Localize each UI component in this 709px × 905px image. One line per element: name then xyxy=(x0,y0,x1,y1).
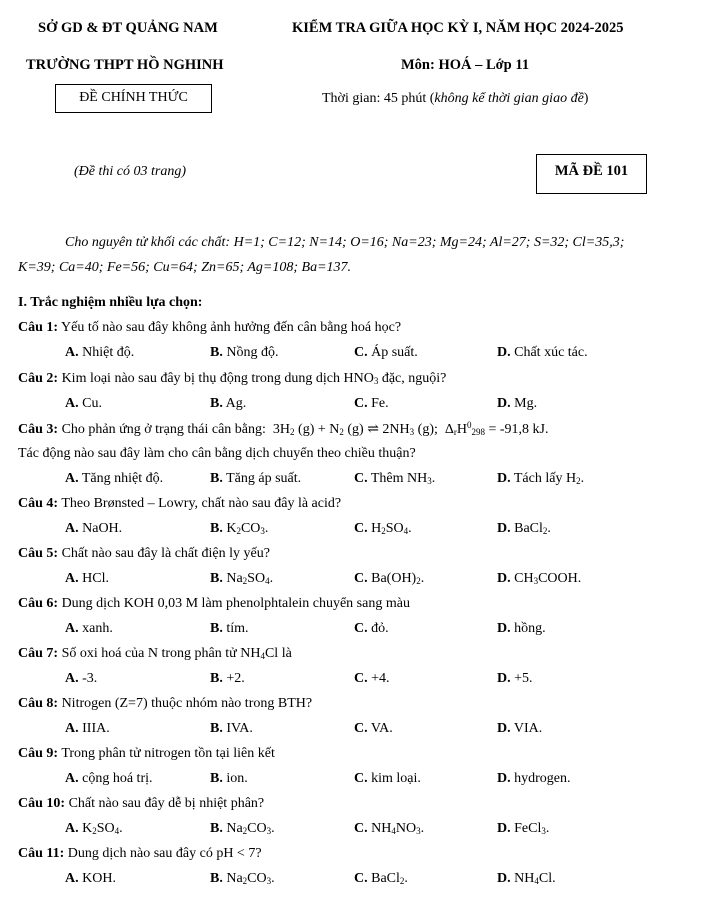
q9-option-d: D. hydrogen. xyxy=(497,771,571,786)
atomic-masses-line1: Cho nguyên tử khối các chất: H=1; C=12; N=14; O=16; Na=23; Mg=24; Al=27; S=32; Cl=35,3; xyxy=(65,235,625,250)
q3-option-d: D. Tách lấy $H_2$. xyxy=(497,471,585,486)
question-1: Câu 1: Yếu tố nào sau đây không ảnh hưởng đến cân bằng hoá học? xyxy=(18,320,402,335)
q8-option-d: D. VIA. xyxy=(497,721,543,736)
q1-option-c: C. Áp suất. xyxy=(354,345,418,360)
q11-option-a: A. KOH. xyxy=(65,871,116,886)
q7-option-c: C. +4. xyxy=(354,671,390,686)
question-9: Câu 9: Trong phân tử nitrogen tồn tại liên kết xyxy=(18,746,275,761)
q3-option-c: C. Thêm $NH_3$. xyxy=(354,471,436,486)
q2-option-b: B. Ag. xyxy=(210,396,247,411)
question-3-line2: Tác động nào sau đây làm cho cân bằng dịch chuyển theo chiều thuận? xyxy=(18,446,416,461)
q6-option-d: D. hồng. xyxy=(497,621,546,636)
q3-option-b: B. Tăng áp suất. xyxy=(210,471,302,486)
question-6: Câu 6: Dung dịch KOH 0,03 M làm phenolphtalein chuyển sang màu xyxy=(18,596,410,611)
q2-option-d: D. Mg. xyxy=(497,396,538,411)
school-name: TRƯỜNG THPT HỒ NGHINH xyxy=(26,57,224,73)
time-limit: Thời gian: 45 phút (không kể thời gian giao đề) xyxy=(322,91,589,106)
exam-code-box xyxy=(536,154,647,194)
question-8: Câu 8: Nitrogen (Z=7) thuộc nhóm nào trong BTH? xyxy=(18,696,313,711)
q1-option-b: B. Nồng độ. xyxy=(210,345,279,360)
q10-option-c: C. $NH_4NO_3$. xyxy=(354,821,425,836)
q1-option-a: A. Nhiệt độ. xyxy=(65,345,135,360)
exam-code: MÃ ĐỀ 101 xyxy=(554,163,629,179)
pages-note: (Đề thi có 03 trang) xyxy=(74,164,186,179)
q9-option-c: C. kim loại. xyxy=(354,771,421,786)
q7-option-d: D. +5. xyxy=(497,671,533,686)
question-7: Câu 7: Số oxi hoá của N trong phân tử $NH_4Cl$ là xyxy=(18,646,292,661)
subject-label: Môn: HOÁ – Lớp 11 xyxy=(401,57,530,73)
q2-option-a: A. Cu. xyxy=(65,396,102,411)
q11-option-d: D. $NH_4Cl$. xyxy=(497,871,556,886)
q5-option-a: A. HCl. xyxy=(65,571,109,586)
q10-option-b: B. $Na_2CO_3$. xyxy=(210,821,275,836)
q5-option-d: D. $CH_3COOH$. xyxy=(497,571,582,586)
question-10: Câu 10: Chất nào sau đây dễ bị nhiệt phân? xyxy=(18,796,265,811)
q9-option-b: B. ion. xyxy=(210,771,248,786)
q9-option-a: A. cộng hoá trị. xyxy=(65,771,153,786)
official-label: ĐỀ CHÍNH THỨC xyxy=(79,90,188,105)
q7-option-b: B. +2. xyxy=(210,671,245,686)
q3-option-a: A. Tăng nhiệt độ. xyxy=(65,471,164,486)
exam-title: KIỂM TRA GIỮA HỌC KỲ I, NĂM HỌC 2024-2025 xyxy=(292,20,624,36)
q1-option-d: D. Chất xúc tác. xyxy=(497,345,588,360)
q11-option-c: C. BaCl$_2$. xyxy=(354,871,408,886)
q5-option-c: C. $Ba(OH)_2$. xyxy=(354,571,425,586)
q4-option-c: C. $H_2SO_4$. xyxy=(354,521,412,536)
q8-option-a: A. IIIA. xyxy=(65,721,110,736)
q2-option-c: C. Fe. xyxy=(354,396,389,411)
q8-option-b: B. IVA. xyxy=(210,721,253,736)
question-5: Câu 5: Chất nào sau đây là chất điện ly yếu? xyxy=(18,546,270,561)
q4-option-a: A. NaOH. xyxy=(65,521,123,536)
question-11: Câu 11: Dung dịch nào sau đây có pH < 7? xyxy=(18,846,262,861)
q6-option-c: C. đỏ. xyxy=(354,621,389,636)
q4-option-d: D. BaCl$_2$. xyxy=(497,521,551,536)
question-3: Câu 3: Cho phản ứng ở trạng thái cân bằng: $3H_2$ $(g) + N_2$ (g) ⇌ $2NH_3$ (g); $\Delta_rH^0_{298} = -91,8$ kJ. xyxy=(18,420,549,437)
section-title: I. Trắc nghiệm nhiều lựa chọn: xyxy=(18,295,203,310)
q5-option-b: B. $Na_2SO_4$. xyxy=(210,571,274,586)
q4-option-b: B. $K_2CO_3$. xyxy=(210,521,269,536)
question-2: Câu 2: Kim loại nào sau đây bị thụ động trong dung dịch $HNO_3$ đặc, nguội? xyxy=(18,371,447,386)
q10-option-a: A. $K_2SO_4$. xyxy=(65,821,123,836)
official-box xyxy=(55,84,212,113)
q8-option-c: C. VA. xyxy=(354,721,393,736)
atomic-masses-line2: K=39; Ca=40; Fe=56; Cu=64; Zn=65; Ag=108; Ba=137. xyxy=(18,260,352,275)
equilibrium-equation: $3H_2$ $(g) + N_2$ (g) ⇌ $2NH_3$ (g); $\Delta_rH^0_{298} = -91,8$ kJ. xyxy=(272,420,549,437)
question-4: Câu 4: Theo Brønsted – Lowry, chất nào sau đây là acid? xyxy=(18,496,342,511)
q6-option-b: B. tím. xyxy=(210,621,249,636)
department-name: SỞ GD & ĐT QUẢNG NAM xyxy=(38,20,218,36)
q11-option-b: B. $Na_2CO_3$. xyxy=(210,871,275,886)
q10-option-d: D. FeCl$_3$. xyxy=(497,821,550,836)
q7-option-a: A. -3. xyxy=(65,671,98,686)
q6-option-a: A. xanh. xyxy=(65,621,113,636)
